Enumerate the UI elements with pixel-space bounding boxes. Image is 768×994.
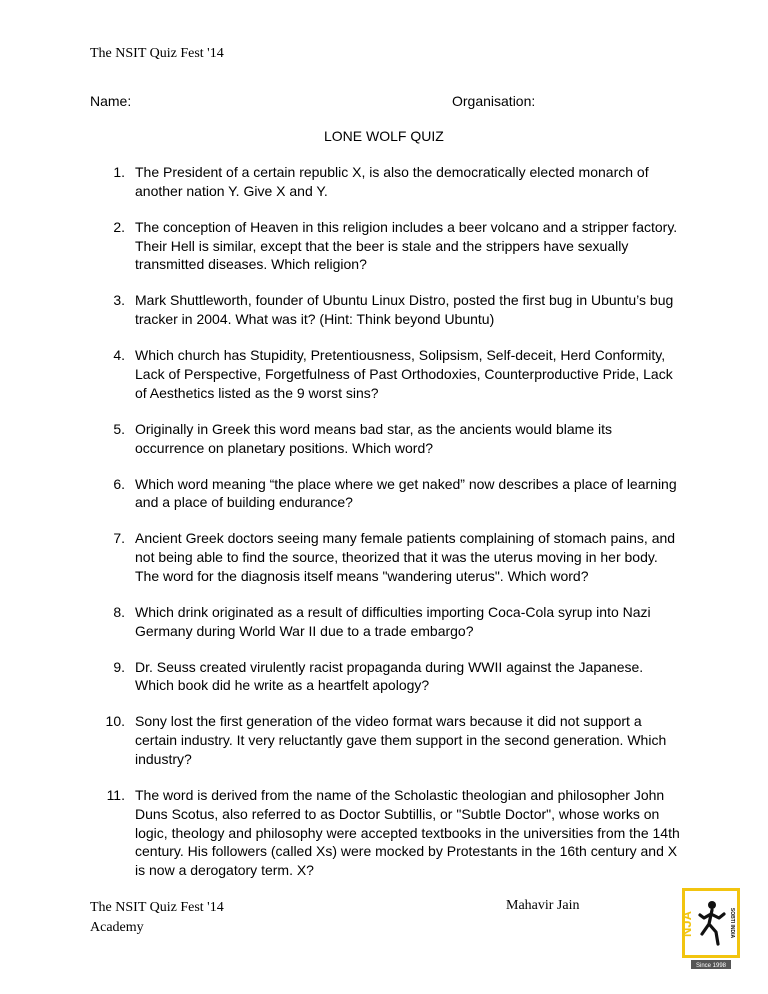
question-item — [90, 603, 690, 641]
question-item — [90, 291, 690, 329]
question-text-line: Which church has Stupidity, Pretentiousness, Solipsism, Self-deceit, Herd Conformity, — [135, 347, 666, 364]
footer-academy: Academy — [90, 920, 144, 935]
question-text-line: Germany during World War II due to a trade embargo? — [135, 622, 474, 639]
question-number: 10. — [105, 713, 125, 730]
question-number: 7. — [113, 530, 125, 547]
question-text-line: logic, theology and philosophy were accepted textbooks in the universities from the 14th — [135, 824, 680, 841]
question-text-line: Ancient Greek doctors seeing many female patients complaining of stomach pains, and — [135, 530, 676, 547]
question-number: 4. — [113, 347, 125, 364]
question-text-line: another nation Y. Give X and Y. — [135, 182, 328, 199]
question-text-line: century. His followers (called Xs) were mocked by Protestants in the 16th century and X — [135, 843, 678, 860]
footer-left — [90, 898, 224, 938]
question-number: 8. — [113, 603, 125, 620]
question-text-line: Sony lost the first generation of the video format wars because it did not support a — [135, 713, 642, 730]
academy-logo — [679, 888, 740, 970]
question-item — [90, 218, 690, 274]
question-text-line: not being able to find the source, theorized that it was the uterus moving in her body. — [135, 549, 658, 566]
question-item — [90, 712, 690, 768]
question-text-line: industry? — [135, 751, 192, 768]
question-list — [90, 163, 690, 897]
question-text-line: of Aesthetics listed as the 9 worst sins? — [135, 384, 379, 401]
question-number: 11. — [106, 787, 125, 803]
footer-author: Mahavir Jain — [506, 898, 580, 913]
question-item — [90, 475, 690, 513]
question-text-line: Their Hell is similar, except that the beer is stale and the strippers have sexually — [135, 237, 629, 254]
question-text-line: certain industry. It very reluctantly gave them support in the second generation. Which — [135, 732, 667, 749]
question-text-line: The conception of Heaven in this religion includes a beer volcano and a stripper factory. — [135, 218, 678, 235]
question-text-line: Which word meaning “the place where we get naked” now describes a place of learning — [135, 475, 677, 492]
question-text-line: Which drink originated as a result of difficulties importing Coca-Cola syrup into Nazi — [135, 603, 651, 620]
question-item — [90, 420, 690, 458]
question-item — [90, 658, 690, 696]
logo-side-text: SOBTI INDIA — [729, 907, 735, 939]
question-item — [90, 163, 690, 201]
organisation-label: Organisation: — [452, 93, 536, 109]
quiz-title: LONE WOLF QUIZ — [324, 128, 444, 144]
question-text-line: Which book did he write as a heartfelt apology? — [135, 677, 430, 694]
question-text-line: The President of a certain republic X, is also the democratically elected monarch of — [135, 164, 649, 180]
question-number: 2. — [113, 218, 125, 235]
question-text-line: is now a derogatory term. X? — [135, 862, 314, 879]
question-number: 6. — [113, 475, 125, 492]
footer-fest-name: The NSIT Quiz Fest '14 — [90, 900, 224, 915]
question-text-line: occurrence on planetary positions. Which word? — [135, 439, 434, 456]
question-item — [90, 346, 690, 402]
question-text-line: Mark Shuttleworth, founder of Ubuntu Linux Distro, posted the first bug in Ubuntu’s bug — [135, 292, 674, 309]
question-text-line: Originally in Greek this word means bad star, as the ancients would blame its — [135, 420, 613, 437]
name-label: Name: — [90, 93, 132, 109]
question-text-line: transmitted diseases. Which religion? — [135, 256, 367, 273]
question-text-line: tracker in 2004. What was it? (Hint: Think beyond Ubuntu) — [135, 311, 495, 328]
page-header: The NSIT Quiz Fest '14 — [90, 46, 224, 61]
logo-letters: NJA — [679, 910, 694, 938]
question-item — [90, 529, 690, 585]
question-item — [90, 786, 690, 880]
question-text-line: and a place of building endurance? — [135, 494, 353, 511]
question-number: 9. — [113, 658, 125, 675]
question-text-line: The word for the diagnosis itself means "wandering uterus". Which word? — [135, 567, 589, 584]
logo-since-text: Since 1998 — [695, 963, 727, 969]
question-number: 3. — [113, 292, 125, 309]
question-text-line: The word is derived from the name of the Scholastic theologian and philosopher John — [135, 787, 665, 803]
question-text-line: Lack of Perspective, Forgetfulness of Past Orthodoxies, Counterproductive Pride, Lack — [135, 365, 673, 382]
question-text-line: Duns Scotus, also referred to as Doctor Subtillis, or "Subtle Doctor", whose works on — [135, 805, 660, 822]
question-number: 5. — [113, 420, 125, 437]
question-number: 1. — [113, 164, 125, 180]
question-text-line: Dr. Seuss created virulently racist propaganda during WWII against the Japanese. — [135, 658, 644, 675]
